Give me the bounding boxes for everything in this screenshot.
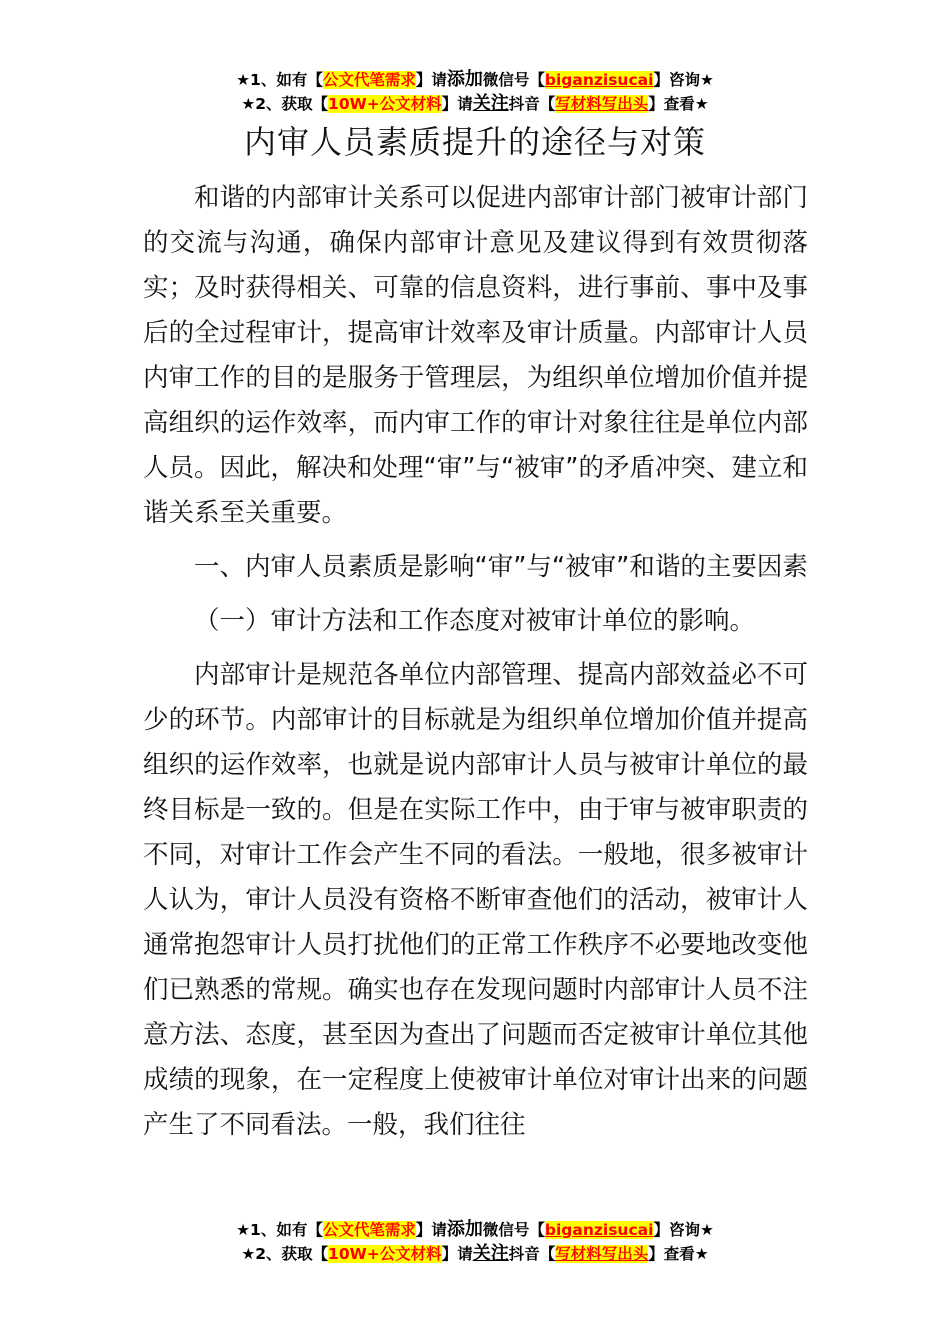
promo-text: ★1、如有【 [236,1221,323,1239]
promo-text: 抖音【 [508,1245,556,1263]
promo-highlight: 公文代笔需求 [322,71,416,89]
promo-text: 】查看★ [648,95,709,113]
promo-text: 】咨询★ [653,71,714,89]
promo-wechat-id: biganzisucai [544,71,654,89]
promo-text: 】查看★ [648,1245,709,1263]
paragraph-body: 内部审计是规范各单位内部管理、提高内部效益必不可少的环节。内部审计的目标就是为组织单位增加价值并提高组织的运作效率，也就是说内部审计人员与被审计单位的最终目标是一致的。但是在实际工作中，由于审与被审职责的不同，对审计工作会产生不同的看法。一般地，很多被审计人认为，审计人员没有资格不断审查他们的活动，被审计人通常抱怨审计人员打扰他们的正常工作秩序不必要地改变他们已熟悉的常规。确实也存在发现问题时内部审计人员不注意方法、态度，甚至因为查出了问题而否定被审计单位其他成绩的现象，在一定程度上使被审计单位对审计出来的问题产生了不同看法。一般，我们往往 [143,660,808,1140]
promo-douyin-id: 写材料写出头 [555,95,649,113]
document-title: 内审人员素质提升的途径与对策 [243,123,706,161]
promo-highlight: 10W+公文材料 [328,1245,442,1263]
promo-text: 】请 [441,95,473,113]
promo-wechat-id: biganzisucai [544,1221,654,1239]
paragraph-intro: 和谐的内部审计关系可以促进内部审计部门被审计部门的交流与沟通，确保内部审计意见及建议得到有效贯彻落实；及时获得相关、可靠的信息资料，进行事前、事中及事后的全过程审计，提高审计效率及审计质量。内部审计人员内审工作的目的是服务于管理层，为组织单位增加价值并提高组织的运作效率，而内审工作的审计对象往往是单位内部人员。因此，解决和处理“审”与“被审”的矛盾冲突、建立和谐关系至关重要。 [143,183,808,528]
promo-emphasis: 添加 [446,1219,483,1240]
promo-line-1 [0,1218,950,1242]
document-body [143,176,808,1148]
promo-emphasis: 关注 [472,93,509,114]
promo-text: ★2、获取【 [241,1245,329,1263]
promo-highlight: 公文代笔需求 [322,1221,416,1239]
promo-line-1 [0,68,950,92]
promo-text: 微信号【 [482,71,545,89]
promo-text: 】请 [415,71,447,89]
bottom-promo-banner [0,1218,950,1266]
top-promo-banner [0,68,950,116]
promo-text: 】请 [415,1221,447,1239]
promo-emphasis: 添加 [446,69,483,90]
promo-douyin-id: 写材料写出头 [555,1245,649,1263]
promo-text: 抖音【 [508,95,556,113]
promo-text: ★1、如有【 [236,71,323,89]
promo-text: 微信号【 [482,1221,545,1239]
promo-text: 】请 [441,1245,473,1263]
promo-emphasis: 关注 [472,1243,509,1264]
promo-text: ★2、获取【 [241,95,329,113]
promo-line-2 [0,92,950,116]
promo-highlight: 10W+公文材料 [328,95,442,113]
promo-text: 】咨询★ [653,1221,714,1239]
section-heading: 一、内审人员素质是影响“审”与“被审”和谐的主要因素 [194,552,808,582]
promo-line-2 [0,1242,950,1266]
subsection-heading: （一）审计方法和工作态度对被审计单位的影响。 [194,606,756,636]
